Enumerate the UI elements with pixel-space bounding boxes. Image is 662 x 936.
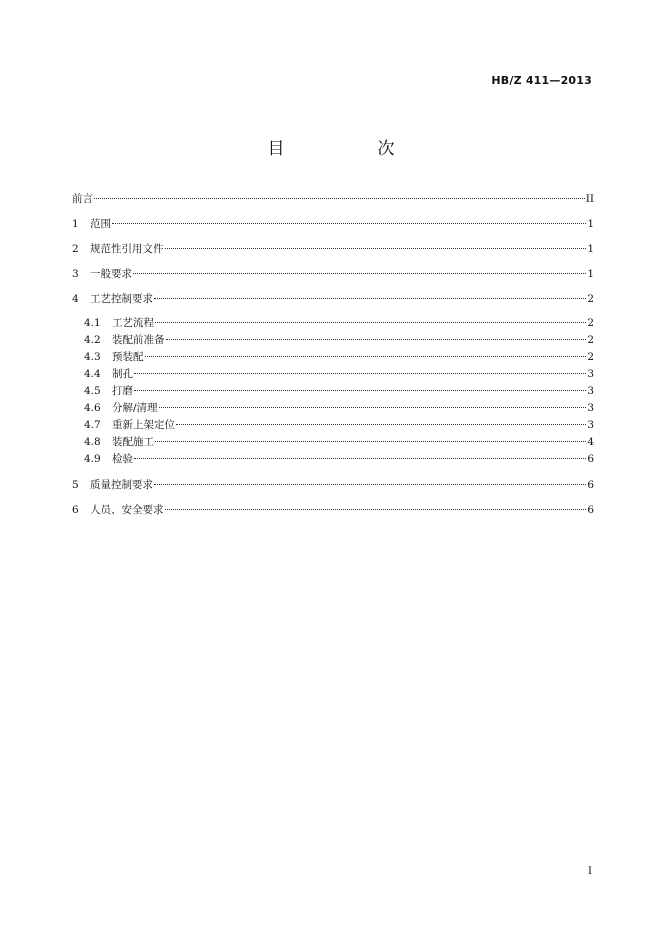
toc-label: 打磨 [112, 385, 133, 397]
toc-entry-6[interactable] [72, 499, 594, 516]
dot-leader [154, 288, 586, 302]
toc-entry-4-5[interactable] [84, 380, 594, 397]
toc-entry-4-2[interactable] [84, 329, 594, 346]
toc-entry-1[interactable] [72, 213, 594, 230]
toc-label: 装配前准备 [112, 334, 165, 346]
dot-leader [145, 346, 587, 360]
toc-number: 4.3 [84, 351, 101, 363]
toc-entry-2[interactable] [72, 238, 594, 255]
dot-leader [165, 499, 587, 513]
dot-leader [155, 431, 586, 445]
standard-code: HB/Z 411—2013 [491, 74, 592, 87]
toc-number: 4 [72, 293, 79, 305]
page-number: I [588, 866, 592, 877]
toc-entry-4-9[interactable] [84, 448, 594, 465]
dot-leader [176, 414, 586, 428]
toc-entry-4-4[interactable] [84, 363, 594, 380]
toc-label: 分解/清理 [112, 402, 158, 414]
toc-label: 一般要求 [90, 268, 132, 280]
toc-page: 3 [587, 368, 594, 380]
toc-page: 6 [587, 479, 594, 491]
dot-leader [134, 448, 586, 462]
toc-entry-4-6[interactable] [84, 397, 594, 414]
toc-number: 2 [72, 243, 79, 255]
toc-entry-5[interactable] [72, 474, 594, 491]
toc-page: 4 [587, 436, 594, 448]
toc-label: 制孔 [112, 368, 133, 380]
toc-number: 4.5 [84, 385, 101, 397]
toc-number: 4.8 [84, 436, 101, 448]
toc-entry-4-8[interactable] [84, 431, 594, 448]
toc-label: 重新上架定位 [112, 419, 175, 431]
toc-label: 规范性引用文件 [90, 243, 164, 255]
toc-label: 人员、安全要求 [90, 504, 164, 516]
dot-leader [155, 312, 586, 326]
toc-page: 2 [587, 351, 594, 363]
dot-leader [165, 238, 587, 252]
dot-leader [134, 363, 586, 377]
toc-page: 1 [587, 268, 594, 280]
toc-page: II [585, 193, 594, 205]
toc-page: 2 [587, 317, 594, 329]
toc-number: 3 [72, 268, 79, 280]
toc-number: 4.9 [84, 453, 101, 465]
dot-leader [94, 188, 585, 202]
toc-label: 工艺控制要求 [90, 293, 153, 305]
toc-number: 6 [72, 504, 79, 516]
dot-leader [166, 329, 587, 343]
toc-number: 4.4 [84, 368, 101, 380]
toc-page: 3 [587, 402, 594, 414]
toc-entry-4[interactable] [72, 288, 594, 305]
toc-number: 5 [72, 479, 79, 491]
toc-label: 装配施工 [112, 436, 154, 448]
dot-leader [134, 380, 586, 394]
toc-entry-3[interactable] [72, 263, 594, 280]
toc-number: 4.7 [84, 419, 101, 431]
toc-label: 检验 [112, 453, 133, 465]
toc-entry-4-3[interactable] [84, 346, 594, 363]
toc-number: 4.1 [84, 317, 101, 329]
toc-page: 6 [587, 504, 594, 516]
toc-number: 4.2 [84, 334, 101, 346]
toc-label: 质量控制要求 [90, 479, 153, 491]
toc-page: 6 [587, 453, 594, 465]
toc-title: 目 次 [267, 139, 433, 159]
toc-page: 1 [587, 243, 594, 255]
toc-entry-preface[interactable] [72, 188, 594, 205]
dot-leader [133, 263, 586, 277]
toc-label: 范围 [90, 218, 111, 230]
toc-label: 前言 [72, 193, 93, 205]
toc-page: 3 [587, 419, 594, 431]
toc-page: 2 [587, 293, 594, 305]
toc-number: 4.6 [84, 402, 101, 414]
toc-entry-4-7[interactable] [84, 414, 594, 431]
toc-page: 2 [587, 334, 594, 346]
dot-leader [112, 213, 586, 227]
toc-label: 工艺流程 [112, 317, 154, 329]
toc-entry-4-1[interactable] [84, 312, 594, 329]
toc-page: 3 [587, 385, 594, 397]
toc-number: 1 [72, 218, 79, 230]
toc-page: 1 [587, 218, 594, 230]
toc-label: 预装配 [112, 351, 144, 363]
dot-leader [154, 474, 586, 488]
dot-leader [159, 397, 587, 411]
